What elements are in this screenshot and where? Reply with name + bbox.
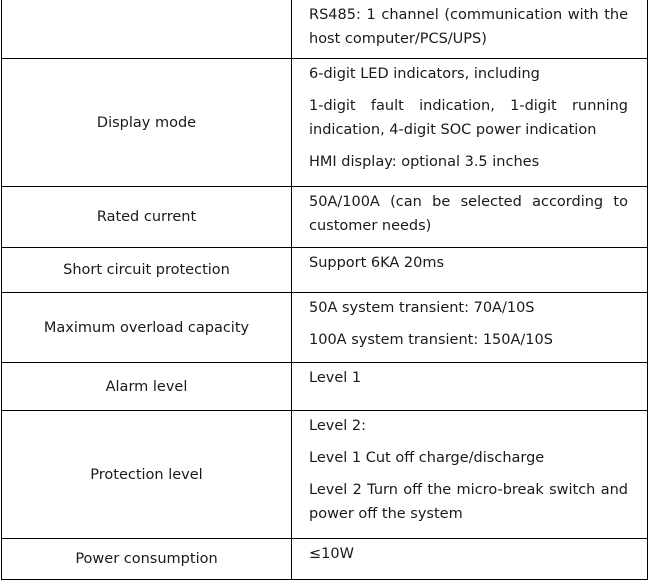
table-row [2,0,648,59]
row-value [292,59,648,187]
row-value [292,411,648,539]
table-row [2,248,648,293]
row-label: Protection level [2,411,292,539]
value-line: 6-digit LED indicators, including [309,66,540,82]
spec-table [1,0,648,580]
value-line: 100A system transient: 150A/10S [309,332,553,348]
row-label [2,0,292,59]
row-value [292,187,648,248]
row-label: Power consumption [2,539,292,580]
value-line: Level 2: [309,418,366,434]
value-line: 1-digit fault indication, 1-digit running indication, 4-digit SOC power indication [309,98,628,138]
row-value [292,539,648,580]
value-line: 50A system transient: 70A/10S [309,300,535,316]
value-line: RS485: 1 channel (communication with the host computer/PCS/UPS) [309,7,628,47]
row-value [292,363,648,411]
table-row [2,363,648,411]
value-line: Support 6KA 20ms [309,255,445,271]
value-line: Level 1 Cut off charge/discharge [309,450,545,466]
row-label: Short circuit protection [2,248,292,293]
table-row [2,59,648,187]
row-label: Display mode [2,59,292,187]
row-label: Maximum overload capacity [2,293,292,363]
value-line: Level 1 [309,370,362,386]
row-label: Rated current [2,187,292,248]
row-label: Alarm level [2,363,292,411]
value-line: Level 2 Turn off the micro-break switch and power off the system [309,482,628,522]
row-value [292,248,648,293]
value-line: ≤10W [309,546,354,562]
table-row [2,187,648,248]
value-line: HMI display: optional 3.5 inches [309,154,540,170]
value-line: 50A/100A (can be selected according to customer needs) [309,194,628,234]
table-row [2,411,648,539]
row-value [292,293,648,363]
row-value [292,0,648,59]
table-row [2,293,648,363]
table-row [2,539,648,580]
